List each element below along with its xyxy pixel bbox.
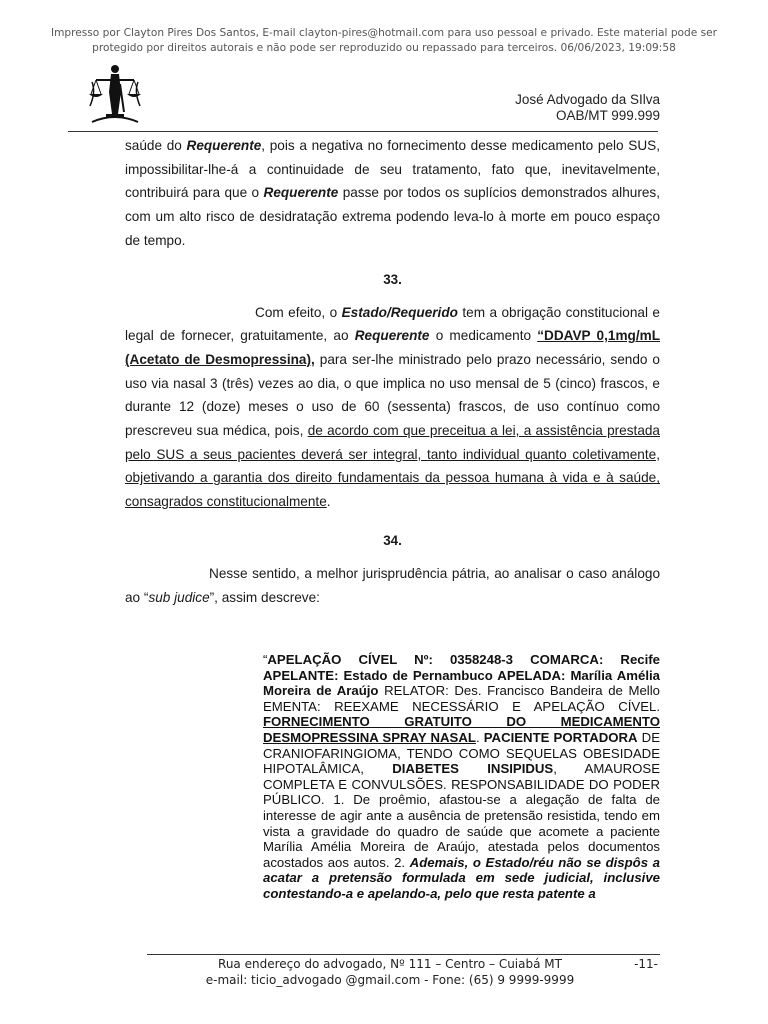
watermark-line-1: Impresso por Clayton Pires Dos Santos, E-mail clayton-pires@hotmail.com para uso pessoal e privado. Este material pode ser <box>50 27 718 39</box>
emphasis-diagnosis: DIABETES INSIPIDUS <box>392 761 554 777</box>
text-span: passe por todos os suplícios demonstrados alhures, com um alto risco de desidratação extrema podendo leva-lo à morte em pouco espaço de tempo. <box>125 185 660 248</box>
underlined-legal-text: de acordo com que preceitua a lei, a assistência prestada pelo SUS a seus pacientes deverá ser integral, tanto individual quanto coletivamente, objetivando a garantia dos direito fundamentais da pessoa humana à vida e à saúde, consagrados constitucionalmente <box>125 423 660 510</box>
paragraph-34 <box>125 562 660 609</box>
document-body <box>125 134 660 609</box>
emphasis-requerente: Requerente <box>354 328 430 344</box>
print-watermark <box>40 26 728 56</box>
text-span: Com efeito, o <box>255 304 342 320</box>
scales-of-justice-icon <box>84 62 146 126</box>
watermark-line-2: protegido por direitos autorais e não pode ser reproduzido ou repassado para terceiros. 06/06/2023, 19:09:58 <box>92 42 676 54</box>
oab-number: OAB/MT 999.999 <box>555 108 660 123</box>
medication-name: “DDAVP 0,1mg/mL (Acetato de Desmopressina), <box>125 328 661 367</box>
text-span: . <box>475 729 484 745</box>
text-span: ”, assim descreve: <box>209 589 320 605</box>
header-divider <box>68 131 658 132</box>
text-span: DE CRANIOFARINGIOMA, TENDO COMO SEQUELAS OBESIDADE HIPOTALÂMICA, <box>263 729 661 777</box>
case-header: APELAÇÃO CÍVEL Nº: 0358248-3 COMARCA: Recife APELANTE: Estado de Pernambuco APELADA: Marília Amélia Moreira de Araújo <box>263 652 660 699</box>
text-span: , AMAUROSE COMPLETA E CONVULSÕES. RESPONSABILIDADE DO PODER PÚBLICO. 1. De proêmio, afastou-se a alegação de falta de interesse de agir ante a ausência de pretensão resistida, tendo em vista a gravidade do quadro de saúde que acomete a paciente Marília Amélia Moreira de Araújo, atestada pelos documentos acostados aos autos. 2. <box>263 761 661 870</box>
footer-divider <box>147 954 660 955</box>
text-span: saúde do <box>125 138 187 153</box>
text-span: “ <box>263 652 268 667</box>
emphasis-estado: Estado/Requerido <box>341 304 458 320</box>
emphasis-requerente: Requerente <box>186 138 262 153</box>
text-span: Nesse sentido, a melhor jurisprudência pátria, ao analisar o caso análogo ao “ <box>125 565 660 605</box>
jurisprudence-quote <box>263 652 660 902</box>
firm-header <box>515 92 660 124</box>
section-number-33: 33. <box>383 271 402 287</box>
ementa-highlight: FORNECIMENTO GRATUITO DO MEDICAMENTO DESMOPRESSINA SPRAY NASAL <box>263 714 660 745</box>
page-number: -11- <box>634 957 658 971</box>
text-span: tem a obrigação constitucional e legal de fornecer, gratuitamente, ao <box>125 304 660 344</box>
emphasis-sub-judice: sub judice <box>148 589 210 605</box>
paragraph-33 <box>125 301 660 514</box>
text-span: , pois a negativa no fornecimento desse medicamento pelo SUS, impossibilitar-lhe-á a continuidade de seu tratamento, fato que, inevitavelmente, contribuirá para que o <box>125 138 660 201</box>
emphasis-patient: PACIENTE PORTADORA <box>483 729 638 745</box>
text-span: para ser-lhe ministrado pelo prazo necessário, sendo o uso via nasal 3 (três) vezes ao dia, o que implica no uso mensal de 5 (cinco) frascos, e durante 12 (doze) meses o uso de 60 (sessenta) frascos, de uso contínuo como prescreveu sua médica, pois, <box>125 351 660 439</box>
text-span: . <box>326 494 331 510</box>
lawyer-name: José Advogado da SIlva <box>515 92 660 107</box>
emphasis-ademais: Ademais, o Estado/réu não se dispôs a acatar a pretensão formulada em sede judicial, inclusive contestando-a e apelando-a, pelo que resta patente a <box>263 854 660 901</box>
text-span: RELATOR: Des. Francisco Bandeira de Mello EMENTA: REEXAME NECESSÁRIO E APELAÇÃO CÍVEL. <box>263 683 660 714</box>
text-span: o medicamento <box>429 328 538 344</box>
footer-contact: e-mail: ticio_advogado @gmail.com - Fone: (65) 9 9999-9999 <box>205 973 575 987</box>
footer-address: Rua endereço do advogado, Nº 111 – Centro – Cuiabá MT <box>218 957 562 971</box>
emphasis-requerente: Requerente <box>263 185 339 201</box>
paragraph-continued <box>125 134 660 253</box>
section-number-34: 34. <box>383 532 402 548</box>
